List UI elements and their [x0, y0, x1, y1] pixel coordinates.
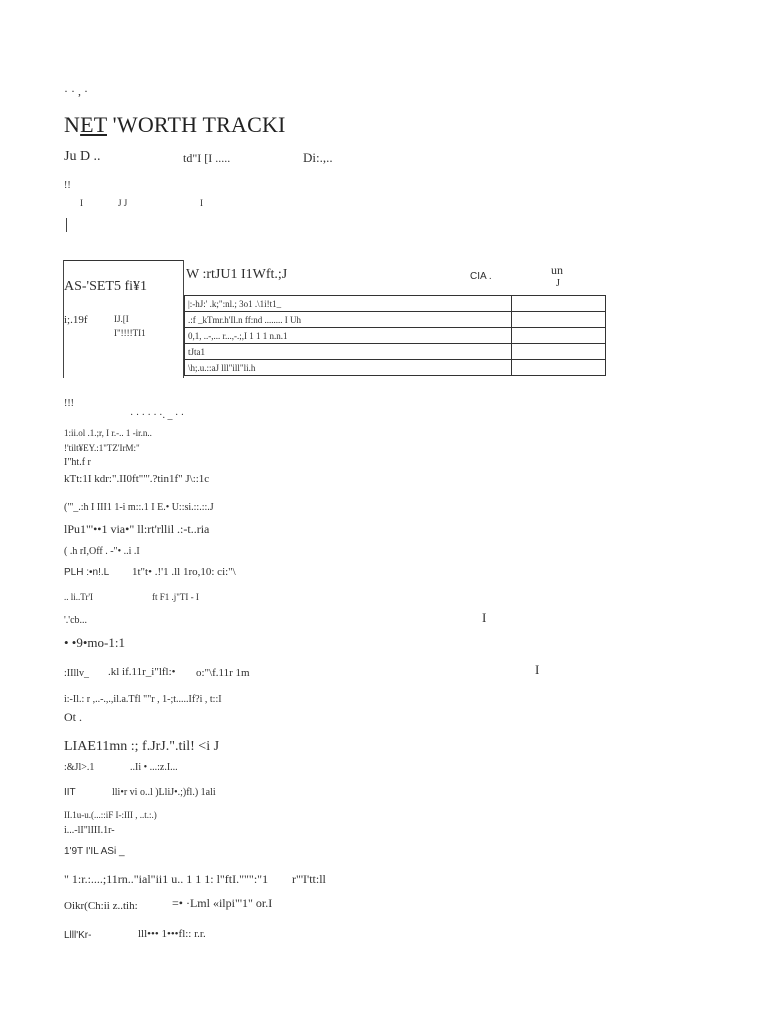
assets-sub-label: i;.19f: [64, 314, 88, 326]
table-row: [185, 360, 606, 376]
marks-row-d: I: [200, 198, 203, 208]
table-cell: .:f _kTmr.h'Il.n ff:nd ........ I Uh: [185, 312, 512, 328]
body-line: I"ht.f r: [64, 457, 91, 468]
table-cell-empty: [512, 328, 606, 344]
body-line: Oikr(Ch:ii z..tih:: [64, 900, 138, 912]
body-line: • •9•mo-1:1: [64, 635, 125, 650]
body-line: 1'9T I'IL ASi _: [64, 846, 125, 857]
body-line: ("'_.:h I III1 1-i m::.1 I E.• U::si.::.::.J: [64, 502, 214, 513]
body-line: lPu1"'••1 via•" ll:rt'rllil .:-t..ria: [64, 522, 210, 536]
body-line: I: [482, 610, 487, 625]
table-row: [185, 328, 606, 344]
body-line: i:-Il.: r ,..-.,.,il.a.Tfl ""r , 1-;t.....If?i , t::I: [64, 694, 222, 705]
assets-table: [184, 295, 606, 376]
body-line: Llll'Kr-: [64, 930, 92, 941]
header-mark: · · , ·: [64, 84, 88, 98]
body-line: " 1:r.:....;11rn.."ial"ii1 u.. 1 1 1: l"ftI.""":"1: [64, 872, 269, 886]
table-cell: |:-hJ:' .k;":nl.; 3o1 .\1i!t1_: [185, 296, 512, 312]
assets-column-header-right-sub: J: [556, 278, 560, 289]
table-cell: \h;.u.::aJ lll"ill"li.h: [185, 360, 512, 376]
marks-row-b: I: [80, 198, 83, 208]
body-line: 1:ii.ol .1.;r, I r.-.. 1 -ir.n..: [64, 428, 152, 438]
body-line: :IIllv_: [64, 668, 89, 679]
body-line: ( .h rI,Off . -"• ..i .I: [64, 546, 140, 557]
body-line: · · · · · ·. _ · ·: [130, 410, 185, 421]
body-line: .. li..Tr'I: [64, 592, 94, 602]
body-line: IIT: [64, 787, 76, 798]
body-line: ..Ii • ...:z.I...: [130, 762, 178, 773]
assets-top-rule: [63, 260, 183, 261]
body-line: r"'I'tt:ll: [292, 872, 326, 886]
body-line: 1t"t• .!'1 .ll 1ro,10: ci:"\: [132, 566, 236, 578]
body-line: LIAE11mn :; f.JrJ.".til! <i J: [64, 739, 220, 754]
table-cell: tJta1: [185, 344, 512, 360]
title-underlined-part: ET: [80, 112, 107, 137]
assets-sub-label-3: I"!!!!TI1: [114, 328, 146, 338]
table-row: [185, 296, 606, 312]
page-title: [64, 112, 286, 138]
body-line: kTt:1I kdr:".II0ft""'.?tin1f" J\::1c: [64, 473, 210, 485]
assets-column-header-mid: CIA .: [470, 271, 492, 282]
body-line: i...-lI"lIII.1r-: [64, 825, 115, 836]
body-line: I: [535, 662, 540, 677]
body-line: Ot .: [64, 710, 82, 724]
meta-field-1: Ju D ..: [64, 149, 101, 164]
body-line: ft F1 .j"TI - I: [152, 592, 199, 602]
meta-field-3: Di:.,..: [303, 150, 333, 165]
body-line: lli•r vi o..l )LliJ•.;)fl.) 1ali: [112, 787, 216, 798]
marks-row-a: !!: [64, 180, 71, 191]
title-first-letter: N: [64, 112, 81, 137]
table-cell-empty: [512, 296, 606, 312]
assets-label: AS-'SET5 fi¥1: [64, 279, 148, 294]
title-rest: 'WORTH TRACKI: [106, 112, 286, 137]
meta-field-2: td"I [I .....: [183, 151, 231, 165]
body-line: II.1u-u.(...::iF I-:III , ..t.:.): [64, 810, 157, 820]
body-line: =• ·Lml «ilpi"'1" or.I: [172, 896, 273, 910]
body-line: :&Jl>.1: [64, 762, 95, 773]
body-line: !'tilt¥EY.:1"TZ'IrM:": [64, 443, 140, 453]
table-row: [185, 344, 606, 360]
table-cell-empty: [512, 360, 606, 376]
table-cell: 0,1, ..-,... r...,-.;,I 1 1 1 n.n.1: [185, 328, 512, 344]
body-line: lll••• 1•••fl:: r.r.: [138, 928, 206, 940]
table-cell-empty: [512, 312, 606, 328]
assets-sub-label-2: IJ.[I: [114, 314, 129, 324]
section-marker: [66, 218, 67, 232]
body-line: o:"\f.11r 1m: [196, 667, 250, 679]
assets-column-header-right: un: [551, 263, 563, 277]
marks-row-c: J J: [118, 198, 128, 208]
table-row: [185, 312, 606, 328]
body-line: .kl if.11r_i"lfl:•: [108, 666, 176, 678]
body-line: PLH :•n!.L: [64, 567, 110, 578]
table-cell-empty: [512, 344, 606, 360]
body-line: '.'cb...: [64, 615, 88, 626]
assets-column-header: W :rtJU1 I1Wft.;J: [186, 267, 288, 282]
body-line: !!!: [64, 398, 74, 409]
